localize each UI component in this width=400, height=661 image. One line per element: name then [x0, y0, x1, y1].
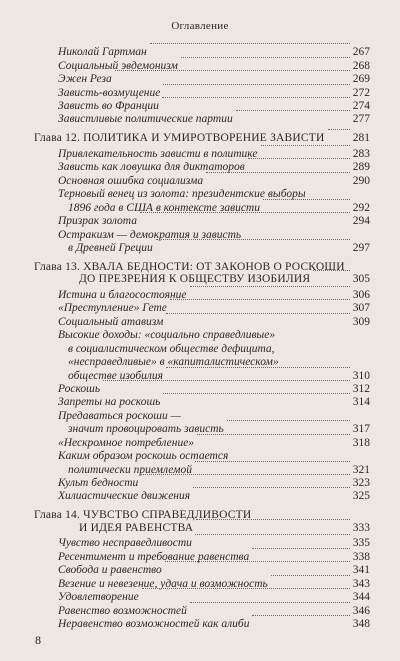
- toc-entry-title: Чувство несправедливости: [58, 537, 192, 550]
- dot-leader: [165, 561, 350, 562]
- toc-entry-title: обществе изобилия: [68, 369, 164, 382]
- dot-leader: [170, 299, 350, 300]
- dot-leader: [195, 534, 350, 535]
- toc-entry-title: Терновый венец из золота: президентские выборы: [58, 188, 306, 201]
- dot-leader: [142, 588, 350, 589]
- toc-page-number: 305: [352, 273, 370, 286]
- toc-entry-title: И ИДЕЯ РАВЕНСТВА: [79, 521, 194, 534]
- toc-page-number: 292: [352, 201, 370, 214]
- dot-leader: [190, 286, 350, 287]
- toc-page-number: 272: [352, 86, 370, 99]
- dot-leader: [236, 110, 350, 111]
- dot-leader: [206, 172, 350, 173]
- toc-entry-title: Глава 14. ЧУВСТВО СПРАВЕДЛИВОСТИ: [34, 509, 252, 522]
- dot-leader: [328, 129, 350, 130]
- toc-entry-title: Социальный атавизм: [58, 315, 164, 328]
- toc-entry-title: ДО ПРЕЗРЕНИЯ К ОБЩЕСТВУ ИЗОБИЛИЯ: [79, 273, 311, 286]
- toc-page-number: 348: [352, 618, 370, 630]
- dot-leader: [115, 70, 350, 71]
- toc-entry-title: Истина и благосостояние: [58, 288, 187, 301]
- toc-page-number: 333: [352, 521, 370, 534]
- dot-leader: [313, 270, 350, 271]
- dot-leader: [166, 367, 350, 368]
- toc-entry-title: Глава 13. ХВАЛА БЕДНОСТИ: ОТ ЗАКОНОВ О РОСКОШИ: [34, 260, 345, 273]
- toc-entry-title: Высокие доходы: «социально справедливые»: [58, 329, 276, 342]
- toc-entry-title: Глава 12. ПОЛИТИКА И УМИРОТВОРЕНИЕ ЗАВИСТИ: [34, 132, 325, 145]
- dot-leader: [196, 519, 349, 520]
- toc-page-number: 346: [352, 604, 370, 617]
- dot-leader: [140, 212, 350, 213]
- toc-entry-title: Основная ошибка социализма: [58, 174, 204, 187]
- toc-page-number: 306: [352, 288, 370, 301]
- dot-leader: [252, 548, 350, 549]
- toc-entry-title: 1896 года в США в контексте зависти: [68, 201, 260, 214]
- toc-entry-title: Зависть-возмущение: [58, 86, 161, 99]
- toc-entry-title: Хилиастические движения: [58, 490, 191, 503]
- toc-page-number: 318: [352, 436, 370, 449]
- dot-leader: [193, 487, 350, 488]
- toc-page-number: 294: [352, 215, 370, 228]
- dot-leader: [163, 393, 349, 394]
- toc-entry-title: в Древней Греции: [68, 241, 153, 254]
- toc-entry-title: Николай Гартман: [58, 46, 147, 59]
- dot-leader: [141, 474, 350, 475]
- toc-entry-title: Неравенство возможностей как алиби: [58, 618, 250, 630]
- dot-leader: [150, 43, 350, 44]
- toc-page-number: 314: [352, 396, 370, 409]
- toc-entry-title: Завистливые политические партии: [58, 113, 233, 126]
- dot-leader: [181, 57, 350, 58]
- toc-entry-title: политически приемлемой: [68, 463, 192, 476]
- toc-entry-title: «Нескромное потребление»: [58, 436, 195, 449]
- toc-entry-title: значит провоцировать зависть: [68, 423, 224, 436]
- toc-entry-title: Запреты на роскошь: [58, 396, 161, 409]
- toc-page-number: 309: [352, 315, 370, 328]
- toc-page-number: 344: [352, 591, 370, 604]
- dot-leader: [197, 434, 350, 435]
- toc-entry-title: Культ бедности: [58, 476, 139, 489]
- toc-entry-title: Зависть как ловушка для диктаторов: [58, 161, 245, 174]
- toc-page-number: 269: [352, 73, 370, 86]
- dot-leader: [163, 84, 349, 85]
- dot-leader: [156, 239, 350, 240]
- toc-page-number: 307: [352, 302, 370, 315]
- dot-leader: [195, 461, 350, 462]
- toc-page-number: 297: [352, 241, 370, 254]
- dot-leader: [227, 420, 350, 421]
- toc-page-number: 341: [352, 564, 370, 577]
- dot-leader: [263, 199, 350, 200]
- toc-entry-title: Везение и невезение, удача и возможность: [58, 577, 268, 590]
- toc-entry-title: Равенство возможностей: [58, 604, 187, 617]
- toc-page-number: 343: [352, 577, 370, 590]
- toc-page-number: 310: [352, 369, 370, 382]
- dot-leader: [162, 97, 350, 98]
- toc-entry-title: Свобода и равенство: [58, 564, 162, 577]
- toc-page-number: 335: [352, 537, 370, 550]
- dot-leader: [252, 615, 349, 616]
- toc-page-number: 267: [352, 46, 370, 59]
- dot-leader: [271, 575, 350, 576]
- toc-entry-title: Привлекательность зависти в политике: [58, 147, 258, 160]
- toc-entry-title: Эжен Реза: [58, 73, 112, 86]
- toc-entry-title: Ресентимент и требование равенства: [58, 550, 250, 563]
- page-number: 8: [35, 633, 41, 647]
- toc-page-number: 283: [352, 147, 370, 160]
- toc-page-number: 321: [352, 463, 370, 476]
- toc-page-number: 338: [352, 550, 370, 563]
- toc-page-number: 281: [352, 132, 370, 145]
- toc-page-number: 290: [352, 174, 370, 187]
- toc-entry-title: Зависть во Франции: [58, 99, 159, 112]
- dot-leader: [166, 313, 349, 314]
- toc-entry-title: Остракизм — демократия и зависть: [58, 228, 242, 241]
- toc-page-number: 277: [352, 113, 370, 126]
- toc-entry-title: «Преступление» Гете: [58, 302, 167, 315]
- toc-page-number: 317: [352, 423, 370, 436]
- toc-page-number: 268: [352, 59, 370, 72]
- dot-leader: [103, 380, 350, 381]
- toc-page-number: 323: [352, 476, 370, 489]
- toc-page-number: 312: [352, 382, 370, 395]
- dot-leader: [261, 145, 350, 146]
- toc-entry-title: Каким образом роскошь остается: [58, 450, 229, 463]
- toc-entry-title: Роскошь: [58, 382, 101, 395]
- dot-leader: [190, 602, 350, 603]
- toc-page-number: 274: [352, 99, 370, 112]
- running-header: Оглавление: [171, 20, 229, 32]
- toc-page-number: 289: [352, 161, 370, 174]
- toc-entry-title: Удовлетворение: [58, 591, 139, 604]
- dot-leader: [248, 158, 350, 159]
- toc-entry-title: в социалистическом обществе дефицита,: [68, 342, 275, 355]
- toc-page-number: 325: [352, 490, 370, 503]
- toc-entry-title: Призрак золота: [58, 215, 137, 228]
- toc-entry-title: «несправедливые» в «капиталистическом»: [68, 356, 279, 369]
- toc-entry-title: Социальный эвдемонизм: [58, 59, 178, 72]
- toc-entry-title: Предаваться роскоши —: [58, 409, 181, 422]
